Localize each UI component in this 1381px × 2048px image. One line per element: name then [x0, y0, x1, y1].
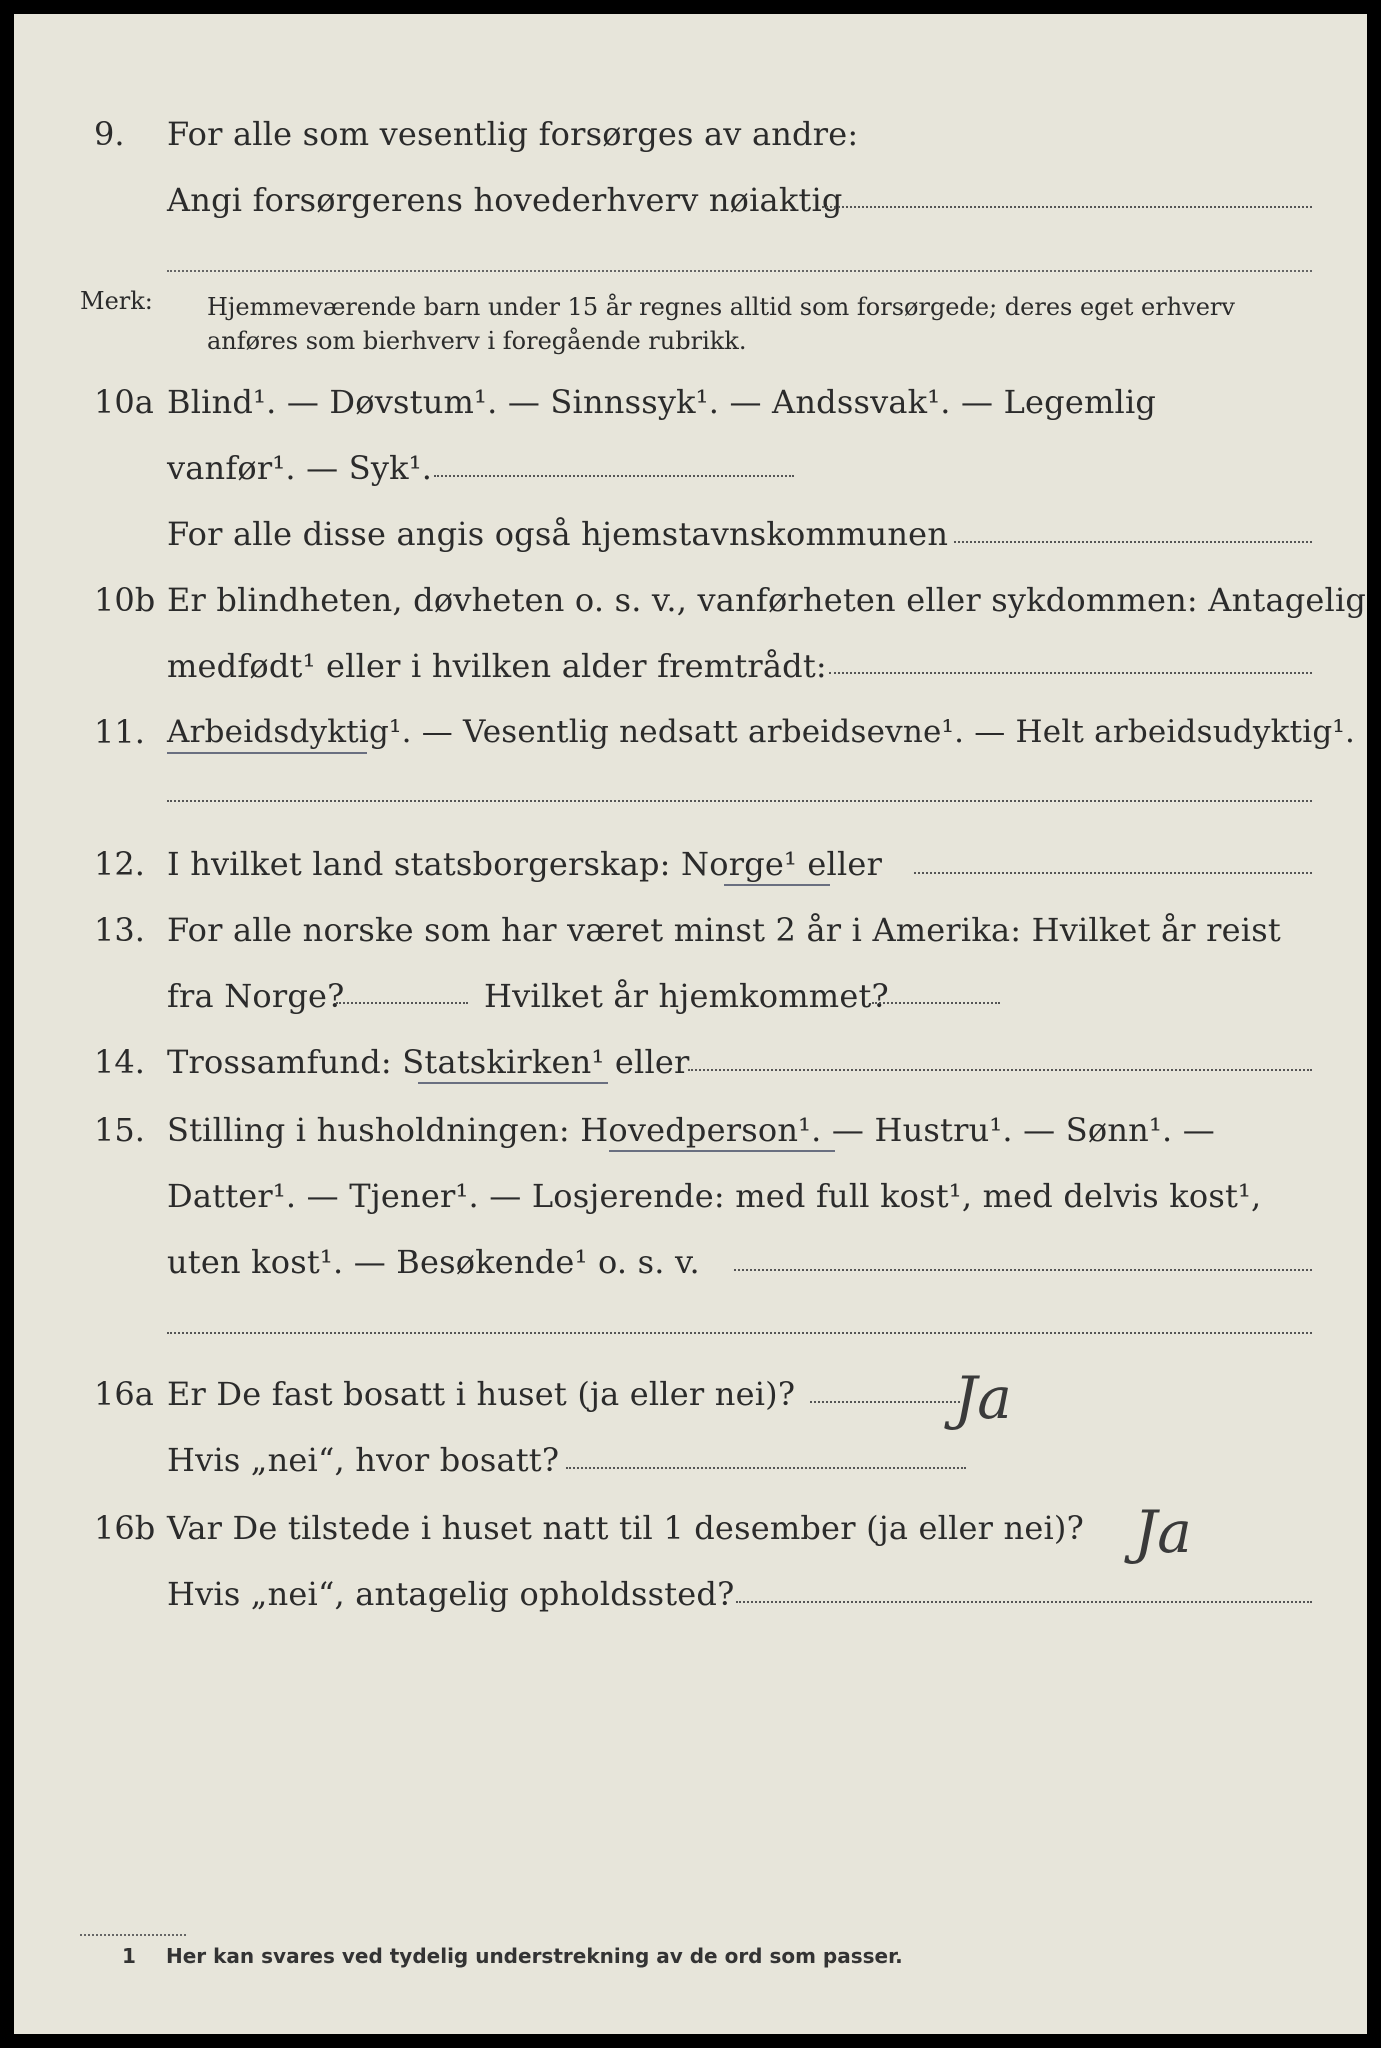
q16a-answer-line[interactable]: [810, 1401, 960, 1403]
footnote-mark: 1: [122, 1944, 136, 1968]
q9-line2: Angi forsørgerens hovederhverv nøiaktig: [167, 181, 843, 219]
q15-answer-line[interactable]: [734, 1269, 1312, 1271]
q16b-line2: Hvis „nei“, antagelig opholdssted?: [167, 1575, 735, 1613]
merk-line2: anføres som bierhverv i foregående rubrikk.: [207, 327, 747, 355]
q10b-line1: Er blindheten, døvheten o. s. v., vanførheten eller sykdommen: Antagelig: [167, 581, 1367, 619]
q10b-number: 10b: [94, 581, 156, 619]
q11-answer-line[interactable]: [167, 800, 1312, 802]
q13-line2a: fra Norge?: [167, 977, 345, 1015]
merk-label: Merk:: [80, 287, 153, 315]
q16a-line1: Er De fast bosatt i huset (ja eller nei)?: [167, 1375, 796, 1413]
q12-line1: I hvilket land statsborgerskap: Norge¹ eller: [167, 845, 883, 883]
q11-number: 11.: [94, 713, 145, 751]
q12-number: 12.: [94, 845, 145, 883]
q10a-line3: For alle disse angis også hjemstavnskommunen: [167, 515, 949, 553]
q16b-answer: Ja: [1134, 1498, 1192, 1566]
q12-answer-line[interactable]: [914, 872, 1312, 874]
q15-line3: uten kost¹. — Besøkende¹ o. s. v.: [167, 1243, 700, 1281]
q16a-answer: Ja: [954, 1364, 1012, 1432]
q16a-line2: Hvis „nei“, hvor bosatt?: [167, 1441, 560, 1479]
q10b-line2: medfødt¹ eller i hvilken alder fremtrådt:: [167, 647, 827, 685]
q15-line2: Datter¹. — Tjener¹. — Losjerende: med full kost¹, med delvis kost¹,: [167, 1177, 1262, 1215]
merk-line1: Hjemmeværende barn under 15 år regnes alltid som forsørgede; deres eget erhverv: [207, 293, 1235, 321]
q15-underline-hovedperson: [609, 1150, 835, 1152]
q13-hjemkommet-line[interactable]: [872, 1002, 1000, 1004]
q9-rule: [167, 270, 1312, 272]
q11-line1: Arbeidsdyktig¹. — Vesentlig nedsatt arbeidsevne¹. — Helt arbeidsudyktig¹.: [167, 714, 1356, 750]
q10a-line1: Blind¹. — Døvstum¹. — Sinnssyk¹. — Andssvak¹. — Legemlig: [167, 383, 1157, 421]
q10a-kommune-line[interactable]: [954, 541, 1312, 543]
q16a-number: 16a: [94, 1375, 154, 1413]
q16b-line1: Var De tilstede i huset natt til 1 desember (ja eller nei)?: [167, 1509, 1084, 1547]
q12-underline-norge: [724, 884, 830, 886]
q16a-bosatt-line[interactable]: [566, 1467, 966, 1469]
q9-line1: For alle som vesentlig forsørges av andre:: [167, 115, 859, 153]
q10a-line2: vanfør¹. — Syk¹.: [167, 449, 433, 487]
q13-number: 13.: [94, 911, 145, 949]
q9-answer-line[interactable]: [822, 206, 1312, 208]
q15-rule: [167, 1332, 1312, 1334]
q14-answer-line[interactable]: [688, 1069, 1312, 1071]
q15-number: 15.: [94, 1111, 145, 1149]
q10b-answer-line[interactable]: [829, 672, 1312, 674]
q9-number: 9.: [94, 115, 125, 153]
q11-underline-arbeidsdyktig: [167, 752, 367, 754]
footnote-rule: [80, 1934, 186, 1936]
census-form-page: [14, 14, 1367, 2034]
q16b-opholdssted-line[interactable]: [736, 1601, 1312, 1603]
q13-line2b: Hvilket år hjemkommet?: [484, 977, 889, 1015]
footnote-text: Her kan svares ved tydelig understrekning av de ord som passer.: [166, 1944, 903, 1968]
q10a-answer-line[interactable]: [434, 475, 794, 477]
q16b-number: 16b: [94, 1509, 156, 1547]
q10a-number: 10a: [94, 383, 154, 421]
q14-number: 14.: [94, 1043, 145, 1081]
q13-line1: For alle norske som har været minst 2 år i Amerika: Hvilket år reist: [167, 911, 1281, 949]
q13-reist-line[interactable]: [336, 1002, 468, 1004]
q14-underline-statskirken: [418, 1082, 608, 1084]
q15-line1: Stilling i husholdningen: Hovedperson¹. — Hustru¹. — Sønn¹. —: [167, 1111, 1215, 1149]
q14-line1: Trossamfund: Statskirken¹ eller: [167, 1043, 690, 1081]
